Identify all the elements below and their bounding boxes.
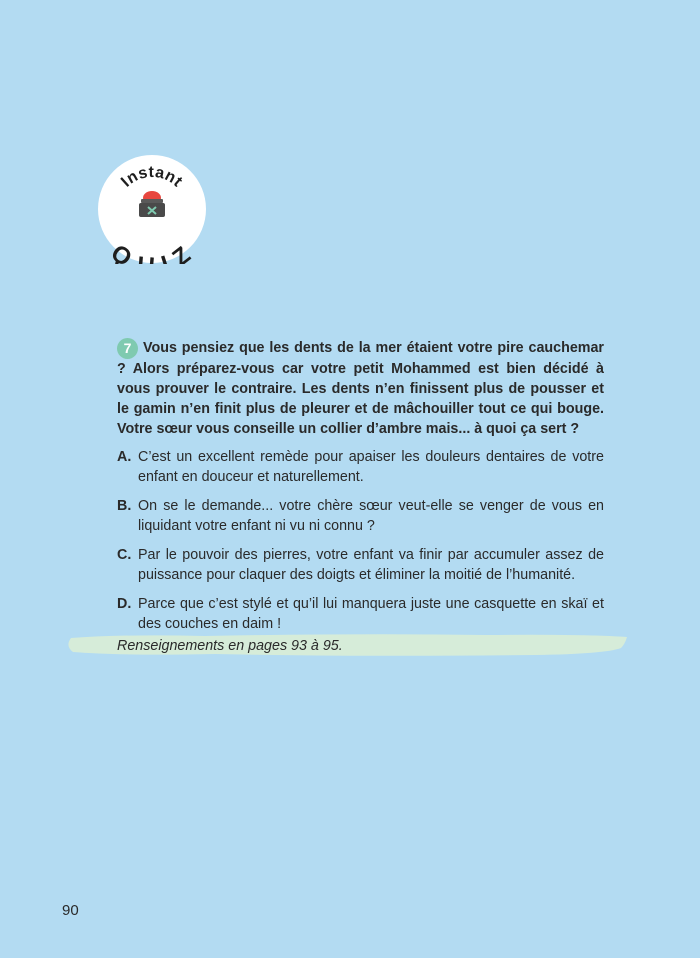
answer-letter: B. bbox=[117, 498, 132, 514]
answer-text: Par le pouvoir des pierres, votre enfant va finir par accumuler assez de puissance pour claquer des doigts et éliminer la moitié de l’humanité. bbox=[138, 547, 604, 583]
answer-text: C’est un excellent remède pour apaiser les douleurs dentaires de votre enfant en douceur et naturellement. bbox=[138, 449, 604, 485]
logo-word-top: Instant bbox=[118, 163, 186, 191]
quiz-question-block bbox=[117, 338, 604, 643]
logo-word-bottom: Q IZ bbox=[105, 239, 199, 264]
answer-b bbox=[117, 496, 604, 536]
answer-list bbox=[117, 447, 604, 634]
instant-quiz-logo bbox=[97, 154, 207, 264]
question-number-badge: 7 bbox=[117, 338, 138, 359]
answer-text: Parce que c’est stylé et qu’il lui manquera juste une casquette en skaï et des couches en daim ! bbox=[138, 596, 604, 632]
answer-d bbox=[117, 594, 604, 634]
quiz-logo-graphic bbox=[97, 154, 207, 264]
answer-text: On se le demande... votre chère sœur veut-elle se venger de vous en liquidant votre enfant ni vu ni connu ? bbox=[138, 498, 604, 534]
page-number: 90 bbox=[62, 902, 79, 919]
answer-letter: D. bbox=[117, 596, 132, 612]
answer-a bbox=[117, 447, 604, 487]
answer-letter: C. bbox=[117, 547, 132, 563]
answer-letter: A. bbox=[117, 449, 132, 465]
question bbox=[117, 338, 604, 439]
reference-text: Renseignements en pages 93 à 95. bbox=[117, 638, 343, 654]
question-text: Vous pensiez que les dents de la mer étaient votre pire cauchemar ? Alors préparez-vous car votre petit Mohammed est bien décidé à vous prouver le contraire. Les dents n’en finissent plus de pousser et le gamin n’en finit plus de pleurer et de mâchouiller tout ce qui bouge. Votre sœur vous conseille un collier d’ambre mais... à quoi ça sert ? bbox=[117, 340, 604, 437]
answer-c bbox=[117, 545, 604, 585]
